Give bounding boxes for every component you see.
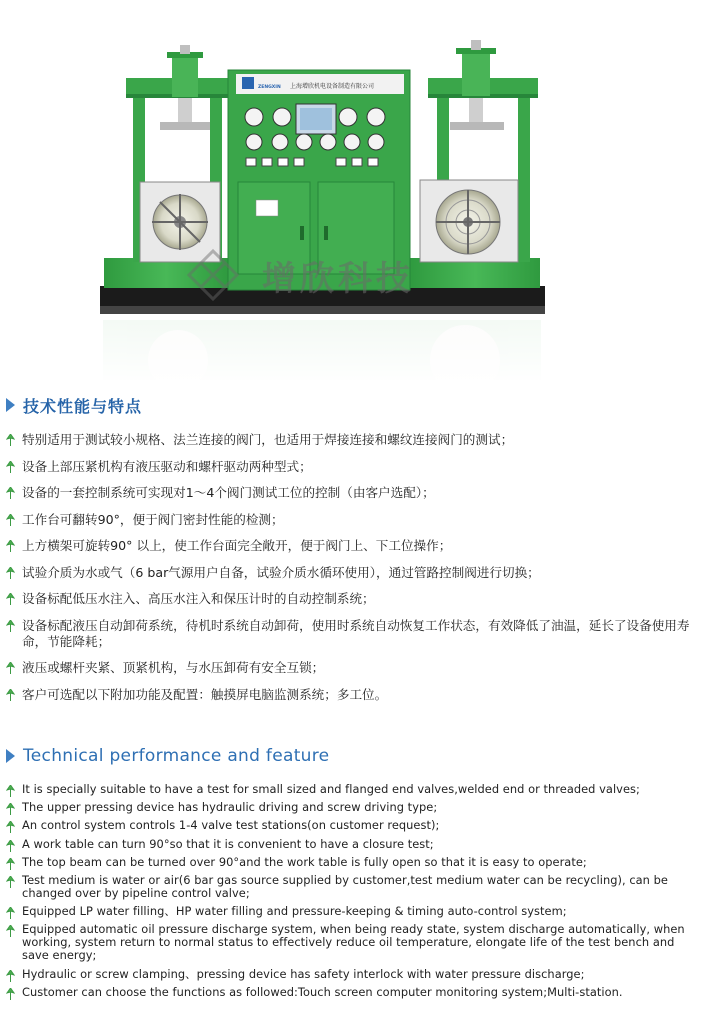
cn-feature-text: 试验介质为水或气（6 bar气源用户自备，试验介质水循环使用），通过管路控制阀进行切换；	[22, 564, 540, 580]
cn-feature-text: 设备标配液压自动卸荷系统，待机时系统自动卸荷，使用时系统自动恢复工作状态，有效降低了油温，延长了设备使用寿命，节能降耗；	[22, 617, 690, 649]
panel-company-text: 上海增欣机电设备制造有限公司	[290, 83, 375, 90]
en-section-title: Technical performance and feature	[23, 746, 330, 766]
leaf-bullet-icon	[6, 434, 15, 446]
cn-feature-text: 设备上部压紧机构有液压驱动和螺杆驱动两种型式；	[22, 458, 312, 474]
triangle-bullet-icon	[6, 398, 15, 412]
leaf-bullet-icon	[6, 840, 15, 852]
cn-feature-text: 设备标配低压水注入、高压水注入和保压计时的自动控制系统；	[22, 591, 375, 606]
cn-section-header	[6, 392, 710, 418]
cn-feature-item	[0, 485, 710, 501]
leaf-bullet-icon	[6, 970, 15, 982]
en-feature-item	[0, 801, 710, 814]
leaf-bullet-icon	[6, 461, 15, 473]
cn-feature-item	[0, 432, 710, 448]
cn-feature-item	[0, 618, 710, 650]
cn-feature-text: 工作台可翻转90°，便于阀门密封性能的检测；	[22, 511, 284, 527]
leaf-bullet-icon	[6, 907, 15, 919]
leaf-bullet-icon	[6, 821, 15, 833]
en-feature-item	[0, 905, 710, 918]
en-section-header	[6, 743, 710, 769]
en-feature-list	[0, 783, 710, 999]
cn-feature-list	[0, 432, 710, 703]
leaf-bullet-icon	[6, 689, 15, 701]
machine-illustration	[0, 0, 710, 385]
control-panel	[228, 70, 410, 290]
en-feature-text: Equipped automatic oil pressure discharge system, when being ready state, system discharge automatically, when working, system return to normal status to effectively reduce oil temperature, elongate life of the test bench and save energy;	[22, 922, 685, 963]
en-feature-text: Equipped LP water filling、HP water filling and pressure-keeping & timing auto-control system;	[22, 904, 567, 919]
leaf-bullet-icon	[6, 858, 15, 870]
en-feature-item	[0, 986, 710, 999]
en-feature-text: A work table can turn 90°so that it is convenient to have a closure test;	[22, 836, 434, 851]
en-feature-text: Hydraulic or screw clamping、pressing device has safety interlock with water pressure discharge;	[22, 966, 585, 981]
cn-feature-text: 设备的一套控制系统可实现对1～4个阀门测试工位的控制（由客户选配）；	[22, 485, 435, 500]
en-feature-text: The top beam can be turned over 90°and the work table is fully open so that it is easy to operate;	[22, 854, 587, 869]
cn-feature-item	[0, 538, 710, 554]
right-station	[410, 40, 540, 288]
cn-section	[0, 392, 710, 713]
leaf-bullet-icon	[6, 662, 15, 674]
leaf-bullet-icon	[6, 988, 15, 1000]
cn-section-title: 技术性能与特点	[23, 396, 143, 416]
leaf-bullet-icon	[6, 514, 15, 526]
en-feature-text: The upper pressing device has hydraulic driving and screw driving type;	[22, 800, 438, 815]
leaf-bullet-icon	[6, 593, 15, 605]
cn-feature-text: 液压或螺杆夹紧、顶紧机构，与水压卸荷有安全互锁；	[22, 660, 325, 675]
leaf-bullet-icon	[6, 540, 15, 552]
cn-feature-item	[0, 459, 710, 475]
en-feature-item	[0, 856, 710, 869]
cn-feature-item	[0, 512, 710, 528]
cn-feature-item	[0, 660, 710, 676]
en-feature-text: Customer can choose the functions as followed:Touch screen computer monitoring system;Multi-station.	[22, 984, 623, 999]
triangle-bullet-icon	[6, 749, 15, 763]
leaf-bullet-icon	[6, 487, 15, 499]
watermark-text: 增欣科技	[262, 259, 414, 299]
en-feature-item	[0, 838, 710, 851]
en-feature-text: Test medium is water or air(6 bar gas source supplied by customer,test medium water can be recycling), can be changed over by pipeline control valve;	[22, 872, 668, 900]
en-feature-item	[0, 923, 710, 962]
cn-feature-item	[0, 565, 710, 581]
leaf-bullet-icon	[6, 785, 15, 797]
en-feature-item	[0, 874, 710, 900]
leaf-bullet-icon	[6, 803, 15, 815]
en-feature-item	[0, 819, 710, 832]
leaf-bullet-icon	[6, 876, 15, 888]
leaf-bullet-icon	[6, 567, 15, 579]
leaf-bullet-icon	[6, 620, 15, 632]
cn-feature-item	[0, 591, 710, 607]
cn-feature-item	[0, 687, 710, 703]
en-feature-text: It is specially suitable to have a test for small sized and flanged end valves,welded end or threaded valves;	[22, 782, 640, 796]
cn-feature-text: 特别适用于测试较小规格、法兰连接的阀门，也适用于焊接连接和螺纹连接阀门的测试；	[22, 432, 514, 447]
leaf-bullet-icon	[6, 925, 15, 937]
panel-logo-text: ZENGXIN	[258, 85, 281, 90]
cn-feature-text: 上方横架可旋转90° 以上，使工作台面完全敞开，便于阀门上、下工位操作；	[22, 538, 452, 553]
cn-feature-text: 客户可选配以下附加功能及配置：触摸屏电脑监测系统；多工位。	[22, 686, 388, 702]
en-section	[0, 743, 710, 1004]
en-feature-text: An control system controls 1-4 valve test stations(on customer request);	[22, 818, 440, 833]
en-feature-item	[0, 968, 710, 981]
en-feature-item	[0, 783, 710, 796]
